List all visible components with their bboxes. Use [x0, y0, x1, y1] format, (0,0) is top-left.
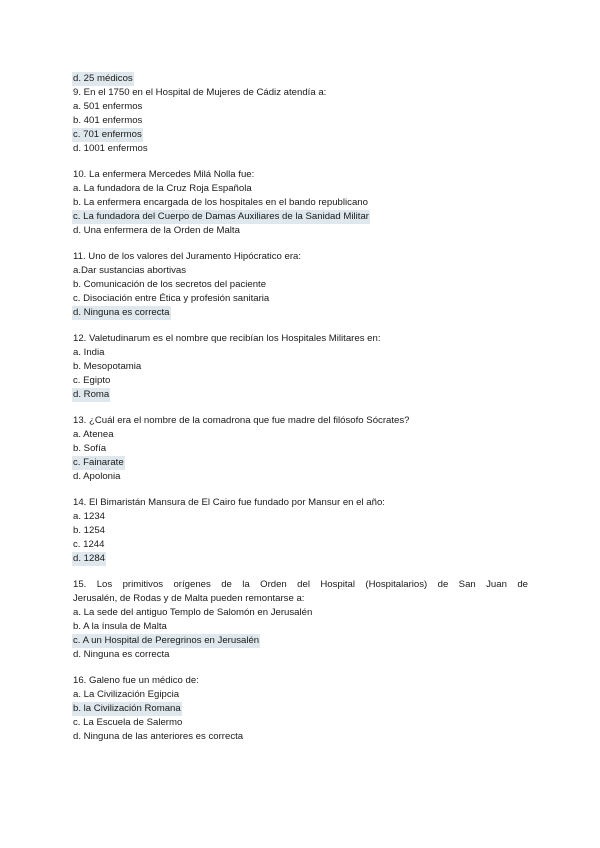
answer-option-text: a. La Civilización Egipcia [73, 689, 180, 700]
answer-option [73, 552, 528, 566]
answer-option [73, 306, 528, 320]
question-block [73, 414, 528, 484]
answer-option [73, 210, 528, 224]
correct-answer-highlight: c. La fundadora del Cuerpo de Damas Auxiliares de la Sanidad Militar [73, 211, 369, 222]
correct-answer-highlight: d. Ninguna es correcta [73, 307, 170, 318]
answer-option-text: d. Ninguna de las anteriores es correcta [73, 731, 244, 742]
answer-option [73, 182, 528, 196]
answer-option-text: a. La sede del antiguo Templo de Salomón en Jerusalén [73, 607, 313, 618]
question-stem: 12. Valetudinarum es el nombre que recibían los Hospitales Militares en: [73, 333, 381, 344]
answer-option [73, 524, 528, 538]
answer-option-text: b. A la ínsula de Malta [73, 621, 167, 632]
answer-option [73, 470, 528, 484]
answer-option [73, 606, 528, 620]
answer-option [73, 360, 528, 374]
answer-option-text: a.Dar sustancias abortivas [73, 265, 187, 276]
answer-option [73, 442, 528, 456]
answer-option-text: d. Una enfermera de la Orden de Malta [73, 225, 240, 236]
question-list [73, 86, 528, 744]
answer-option-text: b. La enfermera encargada de los hospitales en el bando republicano [73, 197, 368, 208]
answer-option [73, 648, 528, 662]
question-stem: 15. Los primitivos orígenes de la Orden del Hospital (Hospitalarios) de San Juan de [73, 579, 528, 590]
question-block [73, 168, 528, 238]
correct-answer-highlight: d. Roma [73, 389, 110, 400]
question-stem: 13. ¿Cuál era el nombre de la comadrona que fue madre del filósofo Sócrates? [73, 415, 410, 426]
answer-option [73, 634, 528, 648]
answer-option [73, 100, 528, 114]
answer-option-text: b. Comunicación de los secretos del paciente [73, 279, 267, 290]
question-block [73, 86, 528, 156]
answer-option-text: c. La Escuela de Salermo [73, 717, 183, 728]
question-stem: 16. Galeno fue un médico de: [73, 675, 199, 686]
answer-option-text: a. Atenea [73, 429, 114, 440]
answer-option [73, 278, 528, 292]
question-block [73, 250, 528, 320]
answer-option [73, 224, 528, 238]
question-block [73, 578, 528, 662]
answer-option [73, 456, 528, 470]
answer-option-text: c. 1244 [73, 539, 105, 550]
answer-option [73, 196, 528, 210]
answer-option [73, 346, 528, 360]
answer-option [73, 510, 528, 524]
answer-option [73, 264, 528, 278]
answer-option [73, 292, 528, 306]
correct-answer-highlight: c. 701 enfermos [73, 129, 142, 140]
question-stem: 9. En el 1750 en el Hospital de Mujeres de Cádiz atendía a: [73, 87, 327, 98]
answer-option-text: b. 401 enfermos [73, 115, 143, 126]
answer-highlight: d. 25 médicos [73, 73, 133, 84]
answer-option [73, 730, 528, 744]
answer-option [73, 688, 528, 702]
answer-option [73, 114, 528, 128]
answer-option [73, 428, 528, 442]
answer-option-text: c. Disociación entre Ética y profesión sanitaria [73, 293, 270, 304]
answer-option [73, 374, 528, 388]
question-stem: Jerusalén, de Rodas y de Malta pueden remontarse a: [73, 593, 305, 604]
question-stem: 10. La enfermera Mercedes Milá Nolla fue: [73, 169, 255, 180]
answer-option-text: a. La fundadora de la Cruz Roja Española [73, 183, 252, 194]
exam-page [73, 72, 528, 744]
correct-answer-highlight: c. A un Hospital de Peregrinos en Jerusalén [73, 635, 260, 646]
answer-option-text: b. Mesopotamia [73, 361, 142, 372]
question-stem: 14. El Bimaristán Mansura de El Cairo fue fundado por Mansur en el año: [73, 497, 385, 508]
answer-option-text: b. Sofía [73, 443, 107, 454]
answer-option [73, 702, 528, 716]
answer-option [73, 716, 528, 730]
answer-option [73, 142, 528, 156]
answer-option-text: c. Egipto [73, 375, 111, 386]
answer-option-text: a. India [73, 347, 105, 358]
question-block [73, 332, 528, 402]
question-block [73, 674, 528, 744]
answer-option-text: d. 1001 enfermos [73, 143, 148, 154]
question-stem: 11. Uno de los valores del Juramento Hipócratico era: [73, 251, 302, 262]
answer-option [73, 388, 528, 402]
correct-answer-highlight: c. Fainarate [73, 457, 124, 468]
question-block [73, 496, 528, 566]
answer-option [73, 538, 528, 552]
answer-option-text: a. 1234 [73, 511, 106, 522]
carryover-answer [73, 72, 528, 86]
answer-option [73, 128, 528, 142]
correct-answer-highlight: d. 1284 [73, 553, 106, 564]
answer-option-text: d. Ninguna es correcta [73, 649, 170, 660]
answer-option [73, 620, 528, 634]
answer-option-text: d. Apolonia [73, 471, 121, 482]
correct-answer-highlight: b. la Civilización Romana [73, 703, 181, 714]
answer-option-text: b. 1254 [73, 525, 106, 536]
answer-option-text: a. 501 enfermos [73, 101, 143, 112]
